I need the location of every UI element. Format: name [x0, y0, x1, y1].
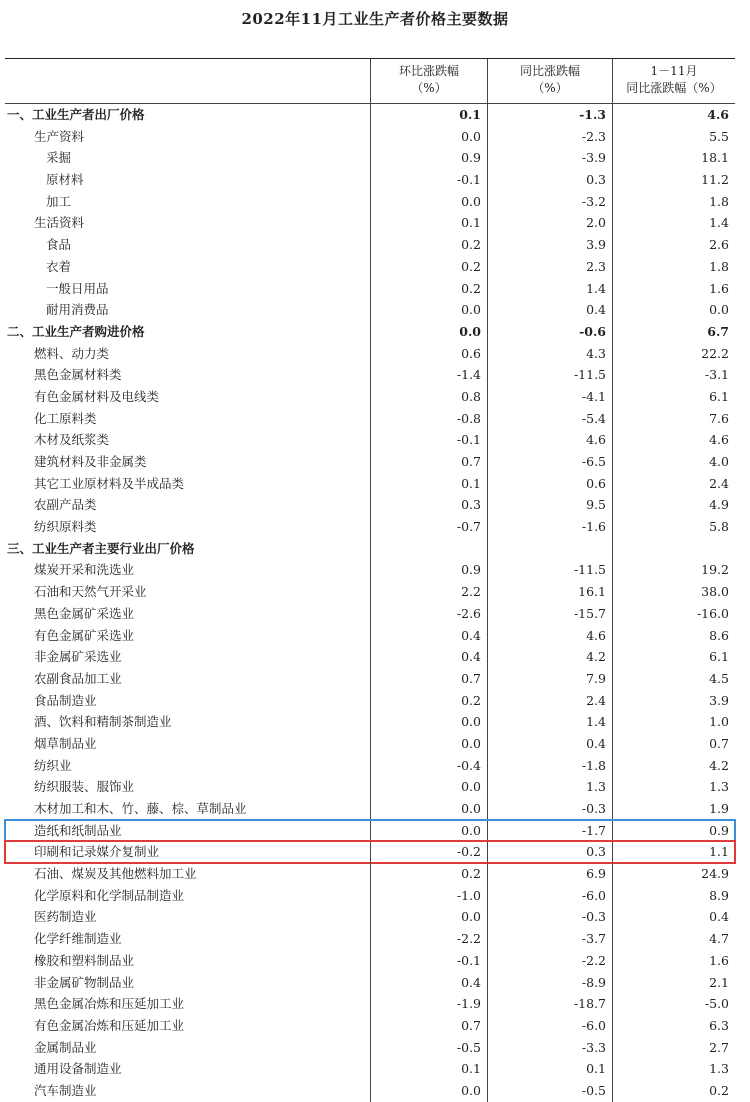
table-row — [5, 928, 735, 950]
row-mom-value: -0.1 — [370, 169, 487, 191]
row-ytd-value: 1.4 — [612, 212, 735, 234]
row-yoy-value: 0.4 — [487, 733, 612, 755]
table-row — [5, 1080, 735, 1102]
row-ytd-value: 3.9 — [612, 690, 735, 712]
row-mom-value: -2.6 — [370, 603, 487, 625]
header-ytd — [612, 59, 735, 103]
row-mom-value — [370, 538, 487, 560]
header-mom-label: 环比涨跌幅 — [398, 64, 459, 78]
row-label: 纺织原料类 — [34, 519, 97, 535]
header-ytd-label: 1－11月 — [650, 64, 698, 78]
table-row — [5, 798, 735, 820]
row-yoy-value: 4.6 — [487, 429, 612, 451]
row-ytd-value: 6.1 — [612, 386, 735, 408]
row-yoy-value: -18.7 — [487, 993, 612, 1015]
row-yoy-value: -8.9 — [487, 972, 612, 994]
table-row — [5, 126, 735, 148]
row-yoy-value: -5.4 — [487, 408, 612, 430]
row-yoy-value: 6.9 — [487, 863, 612, 885]
row-mom-value: 0.1 — [370, 1058, 487, 1080]
header-yoy-unit: （%） — [532, 81, 568, 95]
row-ytd-value: 4.6 — [612, 429, 735, 451]
row-yoy-value: -15.7 — [487, 603, 612, 625]
table-row — [5, 386, 735, 408]
row-ytd-value: 1.8 — [612, 256, 735, 278]
row-ytd-value: 5.8 — [612, 516, 735, 538]
row-yoy-value: 3.9 — [487, 234, 612, 256]
table-row — [5, 364, 735, 386]
row-label: 酒、饮料和精制茶制造业 — [34, 714, 172, 730]
row-mom-value: -1.9 — [370, 993, 487, 1015]
header-yoy — [487, 59, 612, 103]
row-mom-value: -0.2 — [370, 841, 487, 863]
row-yoy-value: 1.4 — [487, 711, 612, 733]
table-row — [5, 841, 735, 863]
table-row — [5, 278, 735, 300]
table-row — [5, 1058, 735, 1080]
row-ytd-value: 8.6 — [612, 625, 735, 647]
row-yoy-value: -1.3 — [487, 104, 612, 126]
row-yoy-value: 4.3 — [487, 343, 612, 365]
row-ytd-value: -5.0 — [612, 993, 735, 1015]
row-yoy-value: 16.1 — [487, 581, 612, 603]
row-mom-value: -0.1 — [370, 950, 487, 972]
row-mom-value: 0.0 — [370, 820, 487, 842]
row-mom-value: 0.0 — [370, 906, 487, 928]
table-row — [5, 863, 735, 885]
table-row — [5, 343, 735, 365]
row-yoy-value: -4.1 — [487, 386, 612, 408]
row-yoy-value: 2.0 — [487, 212, 612, 234]
row-ytd-value — [612, 538, 735, 560]
table-row — [5, 581, 735, 603]
row-ytd-value: 4.0 — [612, 451, 735, 473]
row-label: 煤炭开采和洗选业 — [34, 562, 135, 578]
row-yoy-value: -3.7 — [487, 928, 612, 950]
row-label: 石油、煤炭及其他燃料加工业 — [34, 866, 197, 882]
row-label: 采掘 — [46, 150, 72, 166]
table-row — [5, 646, 735, 668]
table-row — [5, 885, 735, 907]
row-mom-value: 0.7 — [370, 1015, 487, 1037]
row-mom-value: 2.2 — [370, 581, 487, 603]
row-mom-value: 0.8 — [370, 386, 487, 408]
table-row — [5, 538, 735, 560]
table-row — [5, 820, 735, 842]
table-row — [5, 972, 735, 994]
table-row — [5, 559, 735, 581]
row-ytd-value: 1.1 — [612, 841, 735, 863]
row-yoy-value: -1.7 — [487, 820, 612, 842]
row-label: 化学纤维制造业 — [34, 931, 122, 947]
row-mom-value: -0.4 — [370, 755, 487, 777]
row-label: 耐用消费品 — [46, 302, 109, 318]
row-yoy-value: 9.5 — [487, 494, 612, 516]
row-label: 医药制造业 — [34, 909, 97, 925]
row-ytd-value: 4.2 — [612, 755, 735, 777]
table-row — [5, 473, 735, 495]
row-label: 有色金属材料及电线类 — [34, 388, 160, 404]
table-row — [5, 169, 735, 191]
table-row — [5, 429, 735, 451]
header-mom-unit: （%） — [411, 81, 447, 95]
row-ytd-value: -3.1 — [612, 364, 735, 386]
row-label: 生活资料 — [34, 215, 85, 231]
row-mom-value: -0.5 — [370, 1037, 487, 1059]
row-mom-value: -2.2 — [370, 928, 487, 950]
row-ytd-value: 38.0 — [612, 581, 735, 603]
table-row — [5, 906, 735, 928]
row-yoy-value: 0.6 — [487, 473, 612, 495]
row-mom-value: 0.1 — [370, 473, 487, 495]
row-ytd-value: 0.0 — [612, 299, 735, 321]
row-label: 建筑材料及非金属类 — [34, 454, 147, 469]
row-ytd-value: 5.5 — [612, 126, 735, 148]
row-yoy-value: -1.6 — [487, 516, 612, 538]
row-mom-value: 0.0 — [370, 733, 487, 755]
row-label: 农副产品类 — [34, 497, 97, 513]
row-label: 衣着 — [46, 258, 72, 274]
row-label: 汽车制造业 — [34, 1082, 97, 1098]
row-mom-value: 0.6 — [370, 343, 487, 365]
row-yoy-value: -11.5 — [487, 364, 612, 386]
row-yoy-value: -6.0 — [487, 1015, 612, 1037]
table-row — [5, 234, 735, 256]
row-ytd-value: 0.9 — [612, 820, 735, 842]
table-row — [5, 104, 735, 126]
row-mom-value: -1.0 — [370, 885, 487, 907]
row-yoy-value: 4.2 — [487, 646, 612, 668]
row-mom-value: 0.0 — [370, 321, 487, 343]
row-label: 造纸和纸制品业 — [34, 822, 122, 838]
row-label: 印刷和记录媒介复制业 — [34, 844, 160, 860]
row-label: 农副食品加工业 — [34, 670, 122, 686]
row-mom-value: 0.1 — [370, 212, 487, 234]
table-row — [5, 256, 735, 278]
row-ytd-value: 22.2 — [612, 343, 735, 365]
row-yoy-value: -2.3 — [487, 126, 612, 148]
row-label: 食品 — [46, 237, 72, 253]
row-mom-value: 0.0 — [370, 1080, 487, 1102]
row-yoy-value — [487, 538, 612, 560]
row-ytd-value: 1.3 — [612, 776, 735, 798]
table-row — [5, 516, 735, 538]
table-row — [5, 993, 735, 1015]
row-ytd-value: 1.0 — [612, 711, 735, 733]
table-row — [5, 668, 735, 690]
table-body — [5, 104, 735, 1102]
row-ytd-value: 4.7 — [612, 928, 735, 950]
row-label: 金属制品业 — [34, 1039, 97, 1055]
row-label: 黑色金属矿采选业 — [34, 605, 135, 621]
row-mom-value: -0.1 — [370, 429, 487, 451]
row-ytd-value: 2.1 — [612, 972, 735, 994]
row-yoy-value: 1.3 — [487, 776, 612, 798]
row-mom-value: 0.2 — [370, 256, 487, 278]
row-label: 食品制造业 — [34, 692, 97, 708]
row-mom-value: 0.0 — [370, 126, 487, 148]
row-ytd-value: 4.5 — [612, 668, 735, 690]
row-yoy-value: 0.4 — [487, 299, 612, 321]
row-label: 石油和天然气开采业 — [34, 584, 147, 600]
row-label: 燃料、动力类 — [34, 345, 110, 361]
price-data-table — [5, 58, 735, 1102]
row-yoy-value: -3.3 — [487, 1037, 612, 1059]
row-ytd-value: 18.1 — [612, 147, 735, 169]
row-ytd-value: 8.9 — [612, 885, 735, 907]
header-yoy-label: 同比涨跌幅 — [519, 64, 580, 78]
row-mom-value: -0.7 — [370, 516, 487, 538]
row-ytd-value: 11.2 — [612, 169, 735, 191]
row-label: 其它工业原材料及半成品类 — [34, 475, 185, 491]
row-label: 有色金属矿采选业 — [34, 627, 135, 643]
row-yoy-value: 7.9 — [487, 668, 612, 690]
row-ytd-value: 4.6 — [612, 104, 735, 126]
row-mom-value: 0.0 — [370, 776, 487, 798]
row-yoy-value: 1.4 — [487, 278, 612, 300]
header-mom — [370, 59, 487, 103]
row-mom-value: 0.0 — [370, 299, 487, 321]
table-row — [5, 625, 735, 647]
table-row — [5, 299, 735, 321]
row-ytd-value: -16.0 — [612, 603, 735, 625]
row-mom-value: 0.9 — [370, 559, 487, 581]
row-label: 黑色金属材料类 — [34, 367, 122, 383]
row-label: 纺织业 — [34, 757, 72, 773]
row-yoy-value: -11.5 — [487, 559, 612, 581]
row-label: 化学原料和化学制品制造业 — [34, 887, 185, 903]
row-mom-value: -0.8 — [370, 408, 487, 430]
row-mom-value: 0.9 — [370, 147, 487, 169]
row-mom-value: 0.0 — [370, 798, 487, 820]
row-yoy-value: 0.3 — [487, 169, 612, 191]
header-blank-cell — [5, 59, 370, 103]
row-label: 木材加工和木、竹、藤、棕、草制品业 — [34, 801, 247, 816]
row-ytd-value: 6.3 — [612, 1015, 735, 1037]
row-ytd-value: 6.7 — [612, 321, 735, 343]
row-label: 一般日用品 — [46, 280, 109, 296]
row-ytd-value: 7.6 — [612, 408, 735, 430]
row-yoy-value: -2.2 — [487, 950, 612, 972]
row-label: 原材料 — [46, 172, 84, 188]
row-mom-value: 0.1 — [370, 104, 487, 126]
row-ytd-value: 19.2 — [612, 559, 735, 581]
table-row — [5, 603, 735, 625]
row-mom-value: 0.2 — [370, 234, 487, 256]
row-yoy-value: -1.8 — [487, 755, 612, 777]
row-yoy-value: 2.4 — [487, 690, 612, 712]
table-row — [5, 494, 735, 516]
row-mom-value: 0.0 — [370, 711, 487, 733]
row-yoy-value: 0.3 — [487, 841, 612, 863]
table-header — [5, 59, 735, 104]
row-label: 橡胶和塑料制品业 — [34, 952, 135, 968]
row-ytd-value: 2.6 — [612, 234, 735, 256]
row-label: 通用设备制造业 — [34, 1061, 122, 1077]
row-yoy-value: 4.6 — [487, 625, 612, 647]
row-ytd-value: 24.9 — [612, 863, 735, 885]
row-mom-value: 0.3 — [370, 494, 487, 516]
row-mom-value: 0.7 — [370, 451, 487, 473]
row-yoy-value: -0.6 — [487, 321, 612, 343]
row-yoy-value: -6.0 — [487, 885, 612, 907]
row-mom-value: 0.2 — [370, 278, 487, 300]
table-row — [5, 755, 735, 777]
row-yoy-value: 2.3 — [487, 256, 612, 278]
row-ytd-value: 2.7 — [612, 1037, 735, 1059]
row-label: 有色金属冶炼和压延加工业 — [34, 1017, 185, 1033]
table-row — [5, 733, 735, 755]
row-label: 化工原料类 — [34, 410, 97, 426]
table-row — [5, 1037, 735, 1059]
row-label: 烟草制品业 — [34, 735, 97, 751]
table-row — [5, 950, 735, 972]
table-row — [5, 776, 735, 798]
table-row — [5, 1015, 735, 1037]
row-yoy-value: -3.2 — [487, 191, 612, 213]
row-mom-value: 0.0 — [370, 191, 487, 213]
row-mom-value: 0.4 — [370, 625, 487, 647]
row-label: 纺织服装、服饰业 — [34, 779, 135, 795]
row-ytd-value: 0.4 — [612, 906, 735, 928]
row-ytd-value: 0.2 — [612, 1080, 735, 1102]
row-label: 黑色金属冶炼和压延加工业 — [34, 996, 185, 1012]
row-label: 二、工业生产者购进价格 — [7, 323, 145, 339]
row-ytd-value: 2.4 — [612, 473, 735, 495]
row-label: 生产资料 — [34, 128, 85, 144]
row-ytd-value: 1.6 — [612, 278, 735, 300]
row-mom-value: 0.2 — [370, 863, 487, 885]
row-mom-value: -1.4 — [370, 364, 487, 386]
table-row — [5, 212, 735, 234]
row-label: 加工 — [46, 193, 72, 209]
table-row — [5, 147, 735, 169]
table-row — [5, 321, 735, 343]
row-mom-value: 0.7 — [370, 668, 487, 690]
row-yoy-value: -3.9 — [487, 147, 612, 169]
row-yoy-value: 0.1 — [487, 1058, 612, 1080]
row-yoy-value: -0.3 — [487, 798, 612, 820]
row-label: 非金属矿物制品业 — [34, 974, 135, 990]
table-row — [5, 191, 735, 213]
row-yoy-value: -0.3 — [487, 906, 612, 928]
row-label: 三、工业生产者主要行业出厂价格 — [7, 540, 195, 556]
row-label: 一、工业生产者出厂价格 — [7, 107, 145, 122]
header-ytd-unit: 同比涨跌幅（%） — [626, 81, 722, 95]
table-row — [5, 690, 735, 712]
table-row — [5, 408, 735, 430]
row-ytd-value: 1.9 — [612, 798, 735, 820]
table-row — [5, 451, 735, 473]
table-row — [5, 711, 735, 733]
row-label: 非金属矿采选业 — [34, 649, 122, 665]
page-title: 2022年11月工业生产者价格主要数据 — [241, 10, 509, 28]
row-mom-value: 0.4 — [370, 972, 487, 994]
row-mom-value: 0.2 — [370, 690, 487, 712]
row-ytd-value: 6.1 — [612, 646, 735, 668]
row-yoy-value: -6.5 — [487, 451, 612, 473]
row-ytd-value: 1.6 — [612, 950, 735, 972]
row-mom-value: 0.4 — [370, 646, 487, 668]
row-ytd-value: 0.7 — [612, 733, 735, 755]
row-label: 木材及纸浆类 — [34, 432, 110, 448]
row-ytd-value: 4.9 — [612, 494, 735, 516]
row-ytd-value: 1.8 — [612, 191, 735, 213]
row-ytd-value: 1.3 — [612, 1058, 735, 1080]
row-yoy-value: -0.5 — [487, 1080, 612, 1102]
